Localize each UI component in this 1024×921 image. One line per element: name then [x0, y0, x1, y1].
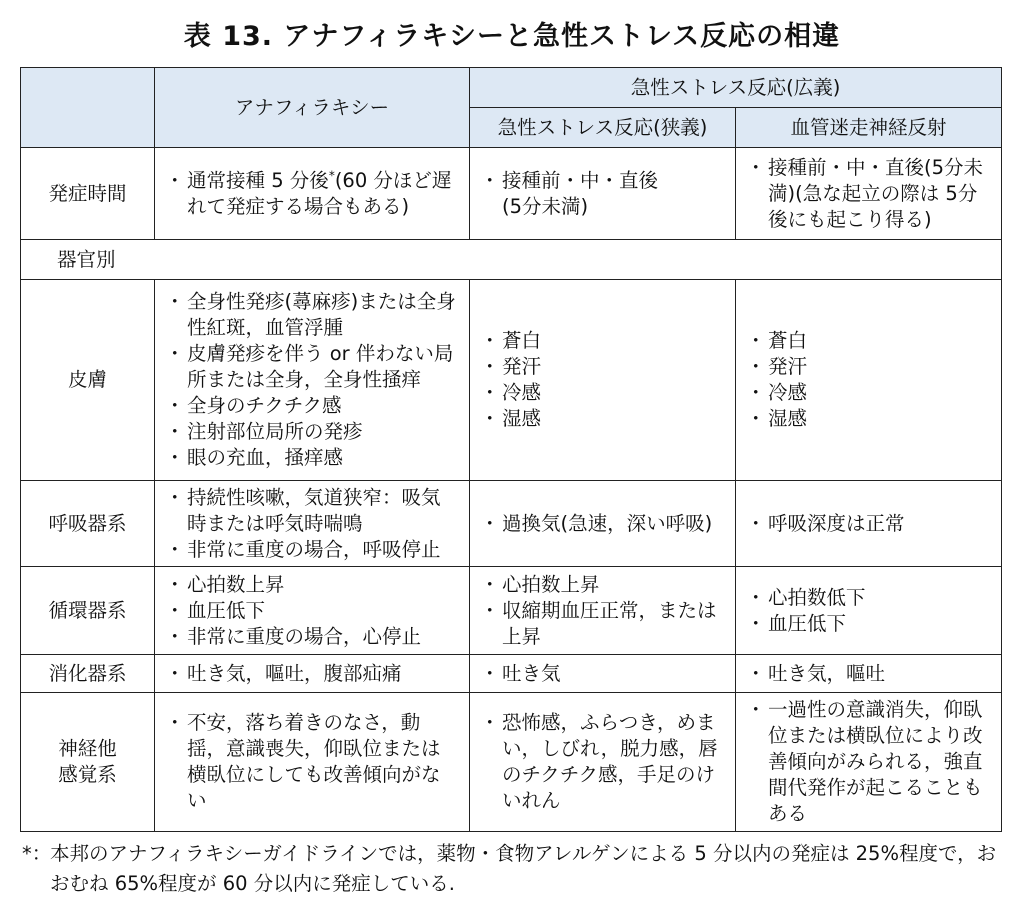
cell-skin-vasovagal: [736, 280, 1002, 481]
onset-vasovagal-item: ・ 接種前・中・直後(5分未満)(急な起立の際は 5分後にも起こり得る): [746, 155, 991, 233]
list-item: ・ 吐き気，嘔吐，腹部疝痛: [165, 661, 459, 687]
table-title: 表 13. アナフィラキシーと急性ストレス反応の相違: [183, 21, 841, 52]
table-row-skin: [21, 280, 1002, 481]
list-item: ・ 一過性の意識消失，仰臥位または横臥位により改善傾向がみられる，強直間代発作が起こることもある: [746, 697, 991, 827]
list-item: ・ 恐怖感，ふらつき，めまい，しびれ，脱力感，唇のチクチク感，手足のけいれん: [480, 710, 725, 814]
table-row-digestive: [21, 655, 1002, 693]
onset-anaphylaxis-main: 通常接種 5 分後: [187, 168, 329, 192]
row-label-neuro-line1: 神経他: [58, 737, 117, 760]
comparison-table: [20, 67, 1002, 832]
cell-neuro-vasovagal: [736, 693, 1002, 832]
row-label-onset: 発症時間: [21, 148, 155, 240]
cell-neuro-anaphylaxis: [155, 693, 470, 832]
list-item: ・ 発汗: [746, 354, 991, 380]
cell-skin-anaphylaxis: [155, 280, 470, 481]
cell-digestive-vasovagal: [736, 655, 1002, 693]
row-label-respiratory: 呼吸器系: [21, 481, 155, 567]
list-item: ・ 過換気(急速，深い呼吸): [480, 511, 725, 537]
list-item: ・ 注射部位局所の発疹: [165, 419, 459, 445]
list-item: ・ 吐き気: [480, 661, 725, 687]
cell-circulatory-vasovagal: [736, 567, 1002, 655]
footnote-marker: *: [328, 168, 335, 182]
header-acute-stress-broad: 急性ストレス反応(広義): [470, 68, 1002, 108]
list-item: ・ 蒼白: [746, 328, 991, 354]
list-item: ・ 血圧低下: [746, 611, 991, 637]
footnote-mark: *：: [22, 842, 52, 865]
list-item: ・ 蒼白: [480, 328, 725, 354]
list-item: ・ 心拍数上昇: [165, 572, 459, 598]
list-item: ・ 皮膚発疹を伴う or 伴わない局所または全身，全身性掻痒: [165, 341, 459, 393]
list-item: ・ 非常に重度の場合，呼吸停止: [165, 537, 459, 563]
list-item: ・ 湿感: [746, 406, 991, 432]
cell-skin-narrow: [470, 280, 736, 481]
row-label-neuro-line2: 感覚系: [58, 763, 117, 786]
cell-digestive-anaphylaxis: [155, 655, 470, 693]
footnote-text: 本邦のアナフィラキシーガイドラインでは，薬物・食物アレルゲンによる 5 分以内の発症は 25%程度で，おおむね 65%程度が 60 分以内に発症している.: [50, 842, 997, 895]
cell-onset-narrow: [470, 148, 736, 240]
cell-onset-vasovagal: [736, 148, 1002, 240]
table-row-neuro: [21, 693, 1002, 832]
list-item: ・ 眼の充血，掻痒感: [165, 445, 459, 471]
cell-respiratory-narrow: [470, 481, 736, 567]
row-label-circulatory: 循環器系: [21, 567, 155, 655]
cell-neuro-narrow: [470, 693, 736, 832]
footnote: [22, 839, 1007, 899]
list-item: ・ 湿感: [480, 406, 725, 432]
list-item: ・ 呼吸深度は正常: [746, 511, 991, 537]
table-row-respiratory: [21, 481, 1002, 567]
list-item: ・ 全身のチクチク感: [165, 393, 459, 419]
row-label-skin: 皮膚: [21, 280, 155, 481]
list-item: ・ 血圧低下: [165, 598, 459, 624]
list-item: ・ 吐き気，嘔吐: [746, 661, 991, 687]
section-organ-label: 器官別: [21, 240, 1002, 280]
list-item: ・ 心拍数上昇: [480, 572, 725, 598]
row-label-neuro: [21, 693, 155, 832]
list-item: ・ 発汗: [480, 354, 725, 380]
list-item: ・ 収縮期血圧正常，または上昇: [480, 598, 725, 650]
table-row-circulatory: [21, 567, 1002, 655]
cell-digestive-narrow: [470, 655, 736, 693]
list-item: ・ 冷感: [480, 380, 725, 406]
list-item: ・ 不安，落ち着きのなさ，動揺，意識喪失，仰臥位または横臥位にしても改善傾向がない: [165, 710, 459, 814]
cell-respiratory-anaphylaxis: [155, 481, 470, 567]
cell-circulatory-anaphylaxis: [155, 567, 470, 655]
header-acute-stress-narrow: 急性ストレス反応(狭義): [470, 108, 736, 148]
list-item: ・ 心拍数低下: [746, 585, 991, 611]
onset-narrow-item: ・ 接種前・中・直後: [480, 168, 725, 194]
list-item: ・ 非常に重度の場合，心停止: [165, 624, 459, 650]
list-item: ・ 冷感: [746, 380, 991, 406]
table-row-onset: [21, 148, 1002, 240]
onset-narrow-note: (5分未満): [502, 194, 589, 218]
cell-onset-anaphylaxis: [155, 148, 470, 240]
list-item: ・ 全身性発疹(蕁麻疹)または全身性紅斑，血管浮腫: [165, 289, 459, 341]
header-vasovagal: 血管迷走神経反射: [736, 108, 1002, 148]
header-corner: [21, 68, 155, 148]
onset-anaphylaxis-note: (60 分ほど遅れて発症する場合もある): [187, 168, 452, 218]
cell-circulatory-narrow: [470, 567, 736, 655]
list-item: ・ 持続性咳嗽，気道狭窄：吸気時または呼気時喘鳴: [165, 485, 459, 537]
row-label-digestive: 消化器系: [21, 655, 155, 693]
cell-respiratory-vasovagal: [736, 481, 1002, 567]
header-anaphylaxis: アナフィラキシー: [155, 68, 470, 148]
